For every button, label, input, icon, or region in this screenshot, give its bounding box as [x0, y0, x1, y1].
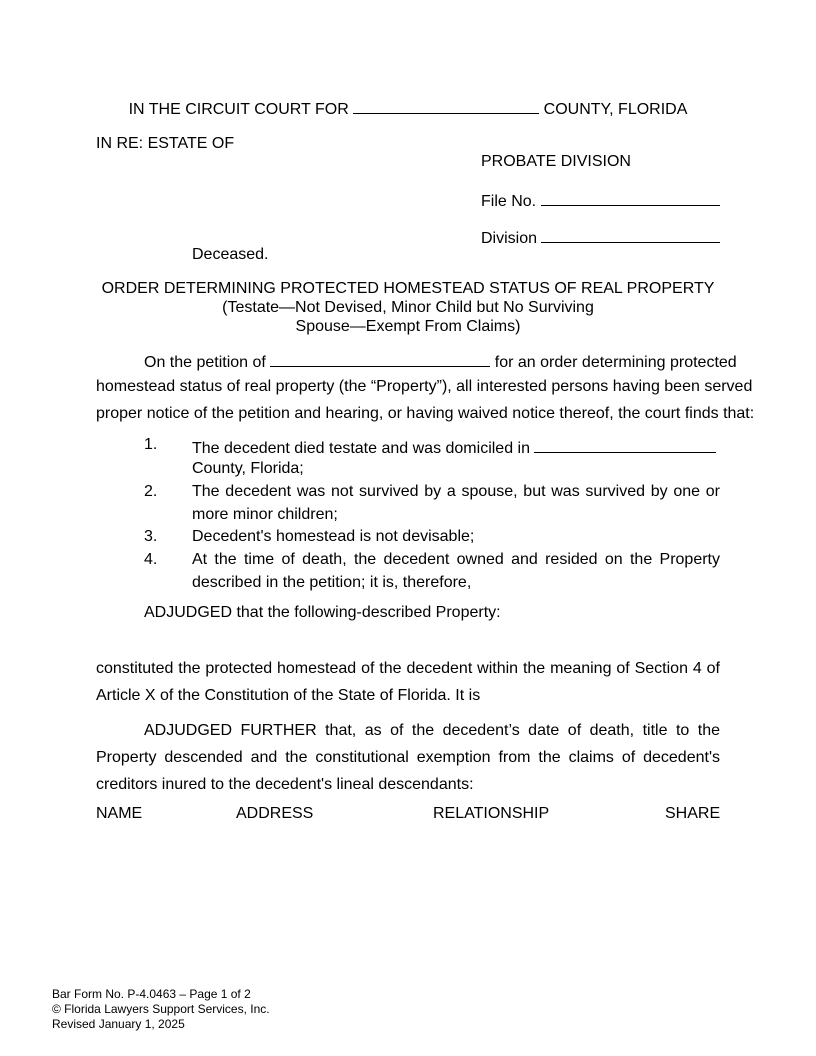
- finding-1-line2: County, Florida;: [192, 460, 304, 477]
- header-relationship: RELATIONSHIP: [433, 805, 550, 822]
- division-line: [481, 226, 720, 248]
- order-subtitle-line1: (Testate—Not Devised, Minor Child but No Surviving: [222, 299, 594, 316]
- county-blank[interactable]: [353, 97, 539, 114]
- domicile-county-blank[interactable]: [534, 436, 716, 453]
- petition-prefix: On the petition of: [144, 354, 266, 371]
- adjudged-further-paragraph: ADJUDGED FURTHER that, as of the decedent’s date of death, title to the Property descended and the constitutional exemption from the claims of decedent's creditors inured to the decedent's lineal descendants:: [96, 722, 720, 793]
- finding-3-text: Decedent's homestead is not devisable;: [192, 528, 475, 545]
- division-blank[interactable]: [541, 226, 720, 243]
- deceased-label: Deceased.: [192, 246, 269, 263]
- file-no-label: File No.: [481, 193, 537, 210]
- finding-3-number: 3.: [144, 528, 158, 545]
- court-suffix: COUNTY, FLORIDA: [543, 101, 688, 118]
- petition-line3: proper notice of the petition and hearing, or having waived notice thereof, the court finds that:: [96, 405, 755, 422]
- finding-4-text: At the time of death, the decedent owned and resided on the Property described in the petition; it is, therefore,: [192, 551, 720, 591]
- header-name: NAME: [96, 805, 143, 822]
- petitioner-blank[interactable]: [270, 350, 490, 367]
- court-caption: [0, 97, 816, 119]
- adjudged-text: ADJUDGED that the following-described Property:: [144, 604, 501, 621]
- division-field-label: Division: [481, 230, 538, 247]
- constituted-paragraph: constituted the protected homestead of the decedent within the meaning of Section 4 of Article X of the Constitution of the State of Florida. It is: [96, 660, 720, 704]
- header-address: ADDRESS: [236, 805, 314, 822]
- petition-suffix: for an order determining protected: [494, 354, 737, 371]
- finding-1-number: 1.: [144, 436, 158, 453]
- finding-2-number: 2.: [144, 483, 158, 500]
- petition-line2: homestead status of real property (the “Property”), all interested persons having been served: [96, 378, 753, 395]
- finding-1-text: The decedent died testate and was domiciled in: [192, 440, 530, 457]
- order-title: ORDER DETERMINING PROTECTED HOMESTEAD STATUS OF REAL PROPERTY: [101, 280, 715, 297]
- footer-form-number: Bar Form No. P-4.0463 – Page 1 of 2: [52, 987, 251, 1001]
- file-no-blank[interactable]: [541, 189, 720, 206]
- file-no-line: [481, 189, 720, 211]
- finding-1-line1: [192, 436, 716, 458]
- footer-revised: Revised January 1, 2025: [52, 1017, 185, 1031]
- finding-4-number: 4.: [144, 551, 158, 568]
- header-share: SHARE: [665, 805, 721, 822]
- in-re-label: IN RE: ESTATE OF: [96, 135, 235, 152]
- petition-line1: [144, 350, 737, 372]
- court-prefix: IN THE CIRCUIT COURT FOR: [128, 101, 349, 118]
- footer-copyright: © Florida Lawyers Support Services, Inc.: [52, 1002, 270, 1016]
- finding-2-text: The decedent was not survived by a spouse, but was survived by one or more minor children;: [192, 483, 720, 523]
- probate-division-label: PROBATE DIVISION: [481, 153, 631, 170]
- order-subtitle-line2: Spouse—Exempt From Claims): [295, 318, 521, 335]
